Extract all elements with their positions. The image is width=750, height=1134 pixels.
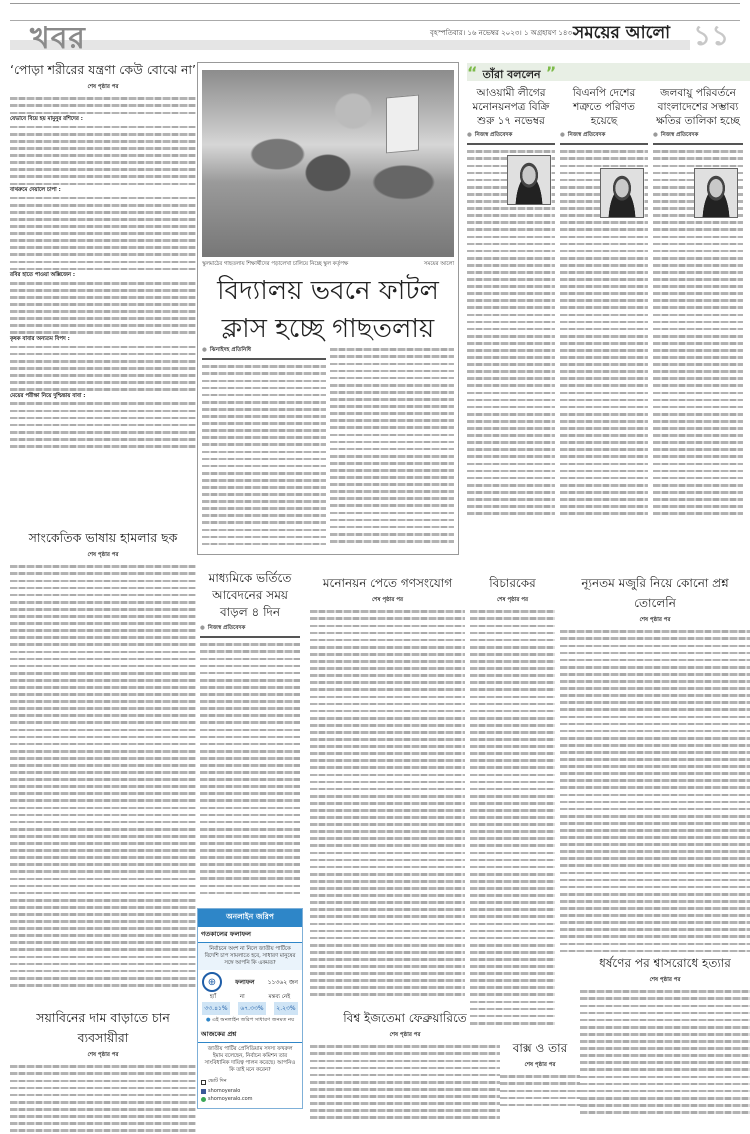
poll-option-label: হ্যাঁ: [209, 994, 216, 1000]
headline[interactable]: বিচারকের: [489, 576, 536, 590]
headline[interactable]: মনোনয়ন পেতে গণসংযোগ: [322, 576, 453, 590]
dateline: বৃহস্পতিবার। ১৬ নভেম্বর ২০২৩। ১ অগ্রহায়ণ ১৪৩০: [430, 29, 577, 37]
tara-item[interactable]: [560, 86, 648, 506]
continued-label: শেষ পৃষ্ঠার পর: [87, 84, 119, 90]
headline[interactable]: বাক্স ও তার: [512, 1041, 568, 1055]
byline: ● নিজস্ব প্রতিবেদক: [467, 131, 555, 145]
subhead: বাথরুমে দেয়ালে চাপা :: [10, 187, 61, 194]
poll-yesterday-label: গতকালের ফলাফল: [198, 927, 302, 943]
article-nyuntom[interactable]: [560, 575, 750, 930]
school-body-col1: [202, 346, 326, 551]
headline[interactable]: ‘পোড়া শরীরের যন্ত্রণা কেউ বোঝে না’: [10, 62, 197, 77]
portrait-photo: [694, 168, 738, 218]
article-pora-shorir[interactable]: [10, 62, 197, 399]
headline-line1[interactable]: বিদ্যালয় ভবনে ফাটল: [217, 276, 439, 306]
globe-icon: ⊕: [202, 972, 222, 992]
continued-label: শেষ পৃষ্ঠার পর: [371, 597, 404, 603]
poll-yesterday-question: নির্বাচনে অংশ না নিলে জাতীয় পার্টিকে বিদেশি চাপ সামলাতে হবে, সাধারণ মানুষের সঙ্গে আপনি কি একমত?: [198, 943, 302, 970]
headline[interactable]: জলবায়ু পরিবর্তনে বাংলাদেশের সম্ভাব্য ক্ষতির তালিকা হচ্ছে: [656, 87, 740, 127]
checkbox-icon: [201, 1080, 206, 1085]
quote-close-icon: ”: [545, 63, 557, 82]
subhead: যেভাবে বিয়ে হয় মামুনুর রশিদের :: [10, 116, 83, 123]
poll-result-row: [198, 970, 302, 994]
article-bicharok[interactable]: [470, 575, 555, 1025]
continued-label: শেষ পৃষ্ঠার পর: [639, 617, 671, 623]
whatsapp-icon: [201, 1097, 206, 1102]
headline[interactable]: বিএনপি দেশের শত্রুতে পরিণত হয়েছে: [572, 87, 636, 127]
portrait-photo: [600, 168, 644, 218]
poll-option-value: ২.২৩%: [274, 1002, 297, 1015]
tara-item[interactable]: [467, 86, 555, 506]
headline-line2[interactable]: ক্লাস হচ্ছে গাছতলায়: [221, 314, 435, 344]
poll-today-label: আজকের প্রশ্ন: [198, 1027, 302, 1043]
article-monoyon[interactable]: [310, 575, 465, 995]
poll-title: অনলাইন জরিপ: [198, 909, 302, 927]
tara-bollen-band: [467, 63, 750, 81]
caption-text: স্কুলমাঠের গাছতলায় শিক্ষার্থীদের পড়ালেখা চালিয়ে নিচ্ছে স্কুল কর্তৃপক্ষ: [202, 261, 349, 267]
vote-link[interactable]: ভোট দিন: [198, 1077, 302, 1087]
school-photo[interactable]: [202, 70, 454, 257]
article-body: [10, 563, 196, 989]
article-baksho[interactable]: [500, 1040, 580, 1110]
poll-option-value: ৬৭.৩৩%: [238, 1002, 265, 1015]
section-name: খবর: [30, 21, 86, 56]
facebook-icon: [201, 1089, 206, 1094]
byline: ● নিজস্ব প্রতিবেদক: [560, 131, 648, 145]
byline: ● নিজস্ব প্রতিবেদক: [200, 624, 300, 638]
continued-label: শেষ পৃষ্ঠার পর: [524, 1062, 556, 1068]
continued-label: শেষ পৃষ্ঠার পর: [496, 597, 529, 603]
poll-option-value: ৩৩.৪১%: [202, 1002, 229, 1015]
poll-result-label: ফলাফল: [235, 978, 255, 986]
poll-option-labels: [198, 994, 302, 1002]
headline[interactable]: ন্যূনতম মজুরি নিয়ে কোনো প্রশ্ন তোলেনি: [581, 576, 729, 610]
photo-credit: সময়ের আলো: [423, 261, 454, 267]
masthead: [0, 0, 750, 56]
continued-label: শেষ পৃষ্ঠার পর: [87, 1052, 119, 1058]
headline[interactable]: আওয়ামী লীগের মনোনয়নপত্র বিক্রি শুরু ১৭ নভেম্বর: [472, 87, 550, 127]
whiteboard: [386, 95, 419, 154]
online-poll[interactable]: [197, 908, 303, 1109]
poll-option-values: [198, 1002, 302, 1015]
photo-caption: [202, 261, 454, 270]
poll-total-votes: ১১৩৬২ জন: [267, 978, 298, 986]
poll-option-label: মন্তব্য নেই: [268, 994, 291, 1000]
article-body: [10, 95, 196, 450]
tara-item[interactable]: [653, 86, 743, 506]
headline[interactable]: মাধ্যমিকে ভর্তিতে আবেদনের সময় বাড়ল ৪ দিন: [208, 571, 292, 619]
subhead: মেয়ের পরীক্ষা নিয়ে দুশ্চিন্তায় বাবা :: [10, 392, 86, 399]
subhead: কৃষক বাবার অন্যতম বিপদ :: [10, 336, 70, 343]
page-number: ১১: [693, 19, 730, 52]
website-link[interactable]: shomoyeralo.com: [198, 1095, 302, 1103]
subhead: রবির হাতে পাওয়া অক্সিজেন :: [10, 272, 76, 279]
divider: [10, 3, 740, 4]
headline[interactable]: বিশ্ব ইজতেমা ফেব্রুয়ারিতে: [343, 1011, 467, 1025]
headline[interactable]: সয়াবিনের দাম বাড়াতে চান ব্যবসায়ীরা: [36, 1010, 170, 1045]
headline[interactable]: সাংকেতিক ভাষায় হামলার ছক: [28, 530, 178, 545]
poll-note: ● এই অনলাইন জরিপ সাধারণ জনমত নয়: [205, 1017, 295, 1023]
byline: ● নিজস্ব প্রতিবেদক: [653, 131, 743, 145]
article-madhyamik[interactable]: [200, 570, 300, 905]
facebook-link[interactable]: shomoyeralo: [198, 1087, 302, 1095]
school-body-col2: [330, 346, 454, 551]
article-sanketik[interactable]: [10, 530, 196, 985]
poll-option-label: না: [239, 994, 245, 1000]
continued-label: শেষ পৃষ্ঠার পর: [87, 552, 119, 558]
byline: ● ঝিনাইদহ প্রতিনিধি: [202, 346, 326, 360]
section-title: তাঁরা বললেন: [482, 68, 541, 81]
continued-label: শেষ পৃষ্ঠার পর: [389, 1032, 421, 1038]
article-soybean[interactable]: [10, 1010, 196, 1110]
quote-open-icon: “: [467, 63, 478, 82]
portrait-photo: [507, 155, 551, 205]
continued-label: শেষ পৃষ্ঠার পর: [649, 977, 681, 983]
paper-logo: সময়ের আলো: [573, 23, 671, 43]
article-dhorshon[interactable]: [580, 955, 750, 1110]
headline[interactable]: ধর্ষণের পর শ্বাসরোধে হত্যার: [599, 956, 731, 970]
poll-today-question: জাতীয় পার্টির প্রেসিডিয়াম সদস্য ফখরুল ইমাম বলেছেন, নির্বাচন কমিশন তার সাংবিধানিক দায়িত্ব পালন করেছে। আপনিও কি তাই মনে করেন?: [198, 1043, 302, 1077]
article-body: [10, 1063, 196, 1134]
